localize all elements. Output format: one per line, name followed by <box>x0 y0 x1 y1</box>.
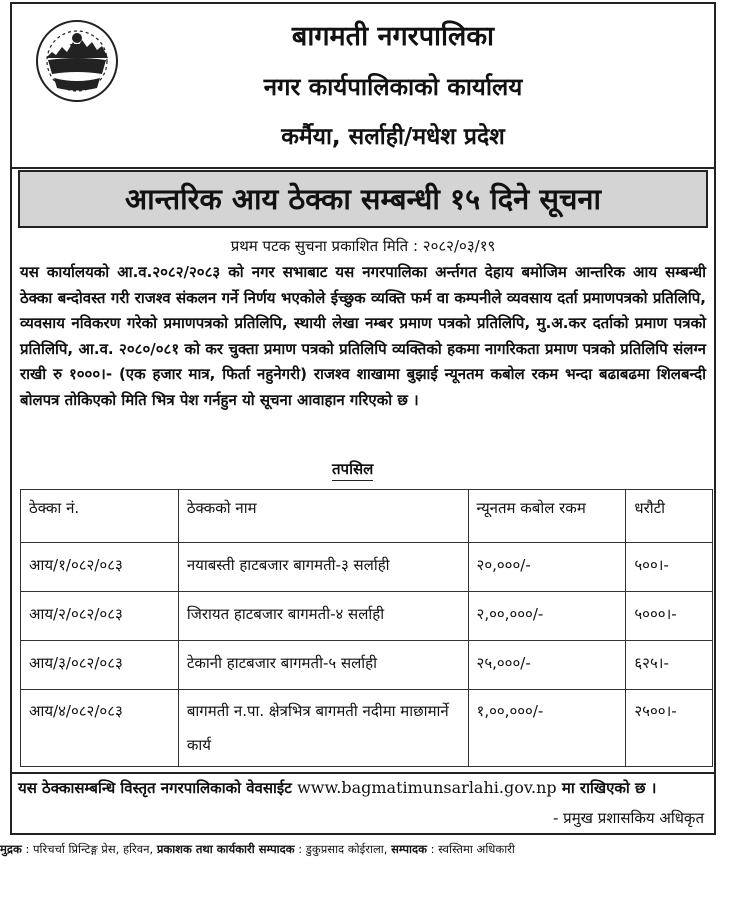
editor-label: सम्पादक <box>391 842 427 856</box>
notice-title: आन्तरिक आय ठेक्का सम्बन्धी १५ दिने सूचना <box>18 170 708 228</box>
notice-header <box>12 4 714 169</box>
public-notice <box>10 2 716 835</box>
website-prefix: यस ठेक्कासम्बन्धि विस्तृत नगरपालिकाको वेवसाईट <box>18 779 292 797</box>
contract-name: जिरायत हाटबजार बागमती-४ सर्लाही <box>178 592 468 641</box>
editor-value: : स्वस्तिमा अधिकारी <box>430 842 515 856</box>
publisher-label: प्रकाशक तथा कार्यकारी सम्पादक <box>156 842 295 856</box>
contract-no: आय/४/०८२/०८३ <box>21 690 179 767</box>
website-link[interactable]: www.bagmatimunsarlahi.gov.np <box>297 778 557 797</box>
contract-table <box>20 489 713 767</box>
deposit: ५०००।- <box>626 592 713 641</box>
printer-label: मुद्रक <box>0 842 22 856</box>
column-header-contract-name: ठेक्कको नाम <box>178 490 468 543</box>
table-row <box>21 641 713 690</box>
column-header-min-bid: न्यूनतम कबोल रकम <box>468 490 626 543</box>
min-bid: २५,०००/- <box>468 641 626 690</box>
table-row <box>21 690 713 767</box>
contract-name: बागमती न.पा. क्षेत्रभित्र बागमती नदीमा माछामार्ने कार्य <box>178 690 468 767</box>
table-row <box>21 543 713 592</box>
contract-name: टेकानी हाटबजार बागमती-५ सर्लाही <box>178 641 468 690</box>
contract-name: नयाबस्ती हाटबजार बागमती-३ सर्लाही <box>178 543 468 592</box>
website-notice <box>18 778 708 798</box>
municipality-name: बागमती नगरपालिका <box>291 21 495 52</box>
deposit: ५००।- <box>626 543 713 592</box>
column-header-contract-no: ठेक्का नं. <box>21 490 179 543</box>
table-header-row <box>21 490 713 543</box>
table-row <box>21 592 713 641</box>
deposit: ६२५।- <box>626 641 713 690</box>
contract-no: आय/२/०८२/०८३ <box>21 592 179 641</box>
publish-date: प्रथम पटक सुचना प्रकाशित मिति : २०८२/०३/१९ <box>230 237 496 255</box>
footer-divider <box>12 772 714 774</box>
min-bid: १,००,०००/- <box>468 690 626 767</box>
printer-value: : परिचर्चा प्रिन्टिङ्ग प्रेस, हरिवन, <box>25 842 154 856</box>
min-bid: २०,०००/- <box>468 543 626 592</box>
min-bid: २,००,०००/- <box>468 592 626 641</box>
office-location: कर्मैया, सर्लाही/मधेश प्रदेश <box>281 124 505 150</box>
publisher-value: : डुकुप्रसाद कोईराला, <box>298 842 388 856</box>
deposit: २५००।- <box>626 690 713 767</box>
contract-no: आय/१/०८२/०८३ <box>21 543 179 592</box>
column-header-deposit: धरौटी <box>626 490 713 543</box>
notice-body: यस कार्यालयको आ.व.२०८२/२०८३ को नगर सभाबाट यस नगरपालिका अर्न्तगत देहाय बमोजिम आन्तरिक आय सम्बन्धी ठेक्का बन्दोवस्त गरी राजश्व संकलन गर्ने निर्णय भएकोले ईच्छुक व्यक्ति फर्म वा कम्पनीले व्यवसाय दर्ता प्रमाणपत्रको प्रतिलिपि, व्यवसाय नविकरण गरेको प्रमाणपत्रको प्रतिलिपि, स्थायी लेखा नम्बर प्रमाण पत्रको प्रतिलिपि, मु.अ.कर दर्ताको प्रमाण पत्रको प्रतिलिपि, आ.व. २०८०/०८१ को कर चुक्ता प्रमाण पत्रको प्रतिलिपि व्यक्तिको हकमा नागरिकता प्रमाण पत्रको प्रतिलिपि संलग्न राखी रु १०००।- (एक हजार मात्र, फिर्ता नहुनेगरी) राजश्व शाखामा बुझाई न्यूनतम कबोल रकम भन्दा बढाबढमा शिलबन्दी बोलपत्र तोकिएको मिति भित्र पेश गर्नहुन यो सूचना आवाहान गरिएको छ । <box>20 263 706 409</box>
office-name: नगर कार्यपालिकाको कार्यालय <box>263 73 523 101</box>
printer-credits <box>0 842 734 857</box>
contract-no: आय/३/०८२/०८३ <box>21 641 179 690</box>
signatory: - प्रमुख प्रशासकिय अधिकृत <box>553 809 704 827</box>
website-suffix: मा राखिएको छ । <box>561 779 657 797</box>
details-heading: तपसिल <box>332 459 373 481</box>
